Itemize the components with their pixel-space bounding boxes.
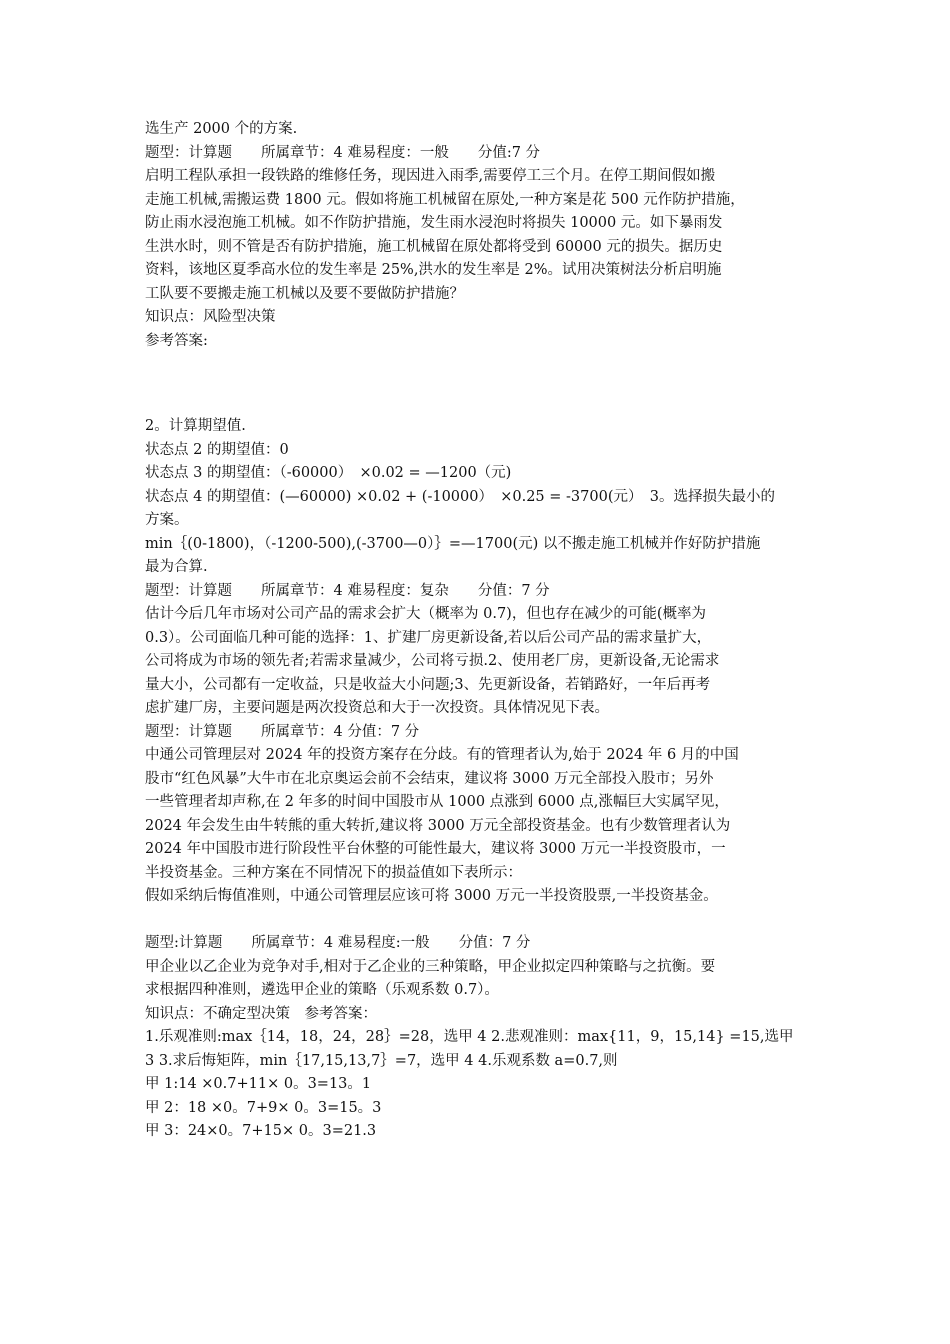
text-line: 2。计算期望值. xyxy=(145,418,246,434)
text-line: 甲 2：18 ×0。7+9× 0。3=15。3 xyxy=(145,1099,382,1116)
text-line: 甲 1:14 ×0.7+11× 0。3=13。1 xyxy=(145,1076,372,1092)
text-line: 状态点 3 的期望值：（-60000） ×0.02 = —1200（元) xyxy=(145,465,512,481)
text-line: 生洪水时，则不管是否有防护措施，施工机械留在原处都将受到 60000 元的损失。据历史 xyxy=(145,238,723,255)
text-line: 估计今后几年市场对公司产品的需求会扩大（概率为 0.7)，但也存在减少的可能(概率为 xyxy=(145,606,706,622)
text-line: 甲企业以乙企业为竞争对手,相对于乙企业的三种策略，甲企业拟定四种策略与之抗衡。要 xyxy=(145,958,716,975)
text-line: 2024 年中国股市进行阶段性平台休整的可能性最大，建议将 3000 万元一半投资股市，一 xyxy=(145,841,726,857)
blank-space xyxy=(145,909,813,933)
text-line: 启明工程队承担一段铁路的维修任务，现因进入雨季,需要停工三个月。在停工期间假如搬 xyxy=(145,168,716,184)
text-line: 走施工机械,需搬运费 1800 元。假如将施工机械留在原处,一种方案是花 500 元作防护措施， xyxy=(145,191,745,208)
text-line: 状态点 2 的期望值：0 xyxy=(145,441,289,458)
text-line: 资料，该地区夏季高水位的发生率是 25%,洪水的发生率是 2%。试用决策树法分析启明施 xyxy=(145,262,722,278)
answer-heading: 参考答案: xyxy=(145,332,208,349)
text-line: 求根据四种准则，遴选甲企业的策略（乐观系数 0.7）。 xyxy=(145,982,499,998)
text-line: 股市“红色风暴”大牛市在北京奥运会前不会结束，建议将 3000 万元全部投入股市；另外 xyxy=(145,770,714,787)
text-line: 中通公司管理层对 2024 年的投资方案存在分歧。有的管理者认为,始于 2024 年 6 月的中国 xyxy=(145,747,739,763)
text-line: 虑扩建厂房，主要问题是两次投资总和大于一次投资。具体情况见下表。 xyxy=(145,700,609,716)
text-line: 甲 3：24×0。7+15× 0。3=21.3 xyxy=(145,1123,377,1139)
text-line: 公司将成为市场的领先者;若需求量减少，公司将亏损.2、使用老厂房，更新设备,无论需求 xyxy=(145,653,720,669)
text-line: 假如采纳后悔值准则，中通公司管理层应该可将 3000 万元一半投资股票,一半投资基金。 xyxy=(145,888,718,904)
text-line: 状态点 4 的期望值：(—60000) ×0.02 + (-10000） ×0.25 = -3700(元） 3。选择损失最小的 xyxy=(145,488,775,505)
text-line: min｛(0-1800)，（-1200-500),(-3700—0）｝=—1700(元) 以不搬走施工机械并作好防护措施 xyxy=(145,535,761,552)
question-meta: 题型：计算题 所属章节：4 难易程度：复杂 分值：7 分 xyxy=(145,582,550,599)
question-meta: 题型：计算题 所属章节：4 分值：7 分 xyxy=(145,723,420,740)
question-meta: 题型：计算题 所属章节：4 难易程度：一般 分值:7 分 xyxy=(145,144,541,161)
question-meta: 题型:计算题 所属章节：4 难易程度:一般 分值：7 分 xyxy=(145,935,531,951)
text-line: 选生产 2000 个的方案. xyxy=(145,121,298,137)
text-line: 0.3）。公司面临几种可能的选择：1、扩建厂房更新设备,若以后公司产品的需求量扩大， xyxy=(145,629,712,646)
text-line: 防止雨水浸泡施工机械。如不作防护措施，发生雨水浸泡时将损失 10000 元。如下暴雨发 xyxy=(145,215,723,231)
text-line: 方案。 xyxy=(145,512,189,528)
text-line: 1.乐观准则:max｛14，18，24，28｝=28，选甲 4 2.悲观准则：max{11，9，15,14} =15,选甲 xyxy=(145,1029,794,1045)
document-page xyxy=(145,118,813,1144)
text-line: 工队要不要搬走施工机械以及要不要做防护措施？ xyxy=(145,285,464,302)
knowledge-point: 知识点：风险型决策 xyxy=(145,309,276,325)
text-line: 最为合算. xyxy=(145,559,208,575)
text-line: 2024 年会发生由牛转熊的重大转折,建议将 3000 万元全部投资基金。也有少数管理者认为 xyxy=(145,817,731,834)
knowledge-point: 知识点：不确定型决策 参考答案： xyxy=(145,1005,377,1022)
blank-space xyxy=(145,353,813,415)
text-line: 一些管理者却声称,在 2 年多的时间中国股市从 1000 点涨到 6000 点,涨幅巨大实属罕见， xyxy=(145,794,729,810)
text-line: 3 3.求后悔矩阵，min｛17,15,13,7｝=7，选甲 4 4.乐观系数 a=0.7,则 xyxy=(145,1052,618,1069)
text-line: 量大小，公司都有一定收益，只是收益大小问题;3、先更新设备，若销路好，一年后再考 xyxy=(145,676,711,693)
text-line: 半投资基金。三种方案在不同情况下的损益值如下表所示： xyxy=(145,864,522,881)
